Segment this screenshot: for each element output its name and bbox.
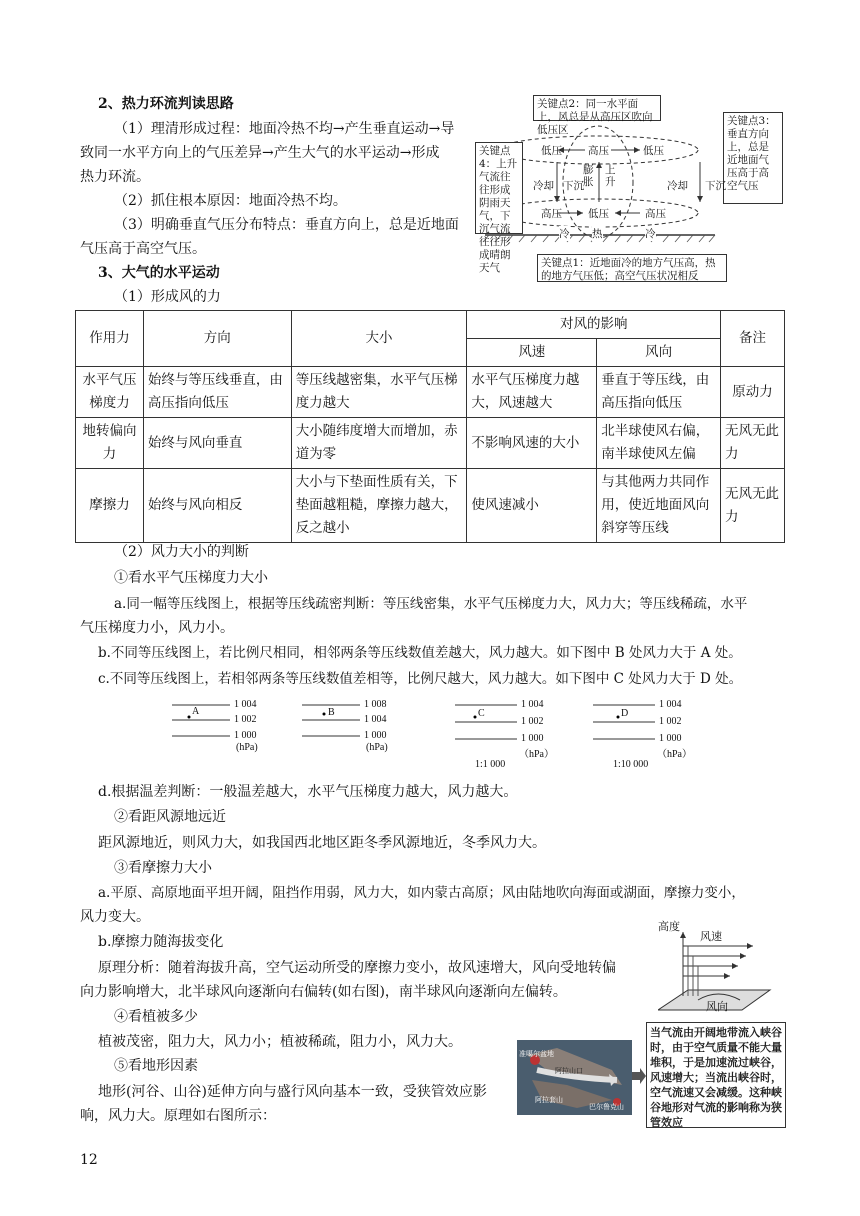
right-sinking-label: 下沉 bbox=[705, 180, 726, 192]
isobar-value: 1 000 bbox=[659, 733, 682, 744]
valley-label-range: 阿拉套山 bbox=[535, 1096, 563, 1104]
left-sinking-label: 下沉 bbox=[563, 180, 584, 192]
cell-wind-direction: 垂直于等压线，由高压指向低压 bbox=[597, 367, 721, 418]
cell-note: 原动力 bbox=[721, 367, 785, 418]
judgement-method4-text: 植被茂密，阻力大，风力小；植被稀疏，阻力小，风力大。 bbox=[98, 1034, 462, 1050]
judgement-m3b: b.摩擦力随海拔变化 bbox=[98, 934, 224, 950]
isobar-figure-d bbox=[593, 695, 713, 775]
valley-arrow bbox=[632, 1068, 646, 1084]
isobar-value: 1 004 bbox=[659, 699, 682, 710]
isobar-value: 1 008 bbox=[364, 699, 387, 710]
altitude-wind-figure bbox=[658, 918, 773, 1018]
cell-wind-direction: 与其他两力共同作用，使近地面风向斜穿等压线 bbox=[597, 469, 721, 543]
speed-label: 风速 bbox=[700, 930, 722, 943]
judgement-method5: ⑤看地形因素 bbox=[114, 1058, 198, 1074]
cell-speed: 不影响风速的大小 bbox=[467, 418, 597, 469]
cell-speed: 水平气压梯度力越大，风速越大 bbox=[467, 367, 597, 418]
judgement-method2: ②看距风源地远近 bbox=[114, 809, 226, 825]
page-number: 12 bbox=[80, 1152, 98, 1168]
scale-label: 1:1 000 bbox=[475, 759, 506, 770]
table-row bbox=[76, 418, 785, 469]
isobar-value: 1 004 bbox=[521, 699, 544, 710]
direction-label: 风向 bbox=[706, 1000, 728, 1013]
isobar-figure-b bbox=[302, 695, 402, 755]
height-label: 高度 bbox=[658, 920, 680, 933]
isobar-value: 1 000 bbox=[234, 730, 257, 741]
isobar-unit: (hPa) bbox=[236, 742, 258, 753]
point-label: A bbox=[192, 706, 200, 717]
isobar-lines bbox=[172, 695, 232, 745]
judgement-b: b.不同等压线图上，若比例尺相同，相邻两条等压线数值差越大，风力越大。如下图中 B 处风力大于 A 处。 bbox=[98, 645, 742, 661]
cell-force: 水平气压梯度力 bbox=[76, 367, 144, 418]
section3-heading: 3、大气的水平运动 bbox=[98, 265, 220, 281]
isobar-unit: （hPa） bbox=[657, 749, 692, 760]
key-point-3: 关键点3：垂直方向上，总是近地面气压高于高空气压 bbox=[723, 112, 783, 204]
upper-right-pressure: 低压 bbox=[643, 145, 664, 157]
cell-direction: 始终与等压线垂直，由高压指向低压 bbox=[143, 367, 291, 418]
mid-expand-label: 膨胀 bbox=[583, 164, 594, 188]
cell-magnitude: 等压线越密集，水平气压梯度力越大 bbox=[291, 367, 467, 418]
mid-rise-label: 上升 bbox=[605, 164, 616, 188]
ground-cold-right: 冷 bbox=[645, 228, 656, 240]
judgement-m3a-line1: a.平原、高原地面平坦开阔，阻挡作用弱，风力大，如内蒙古高原；风由陆地吹向海面或湖面，摩擦力变小， bbox=[98, 885, 745, 901]
ground-hot: 热 bbox=[592, 228, 603, 240]
table-row bbox=[76, 367, 785, 418]
judgement-m5-line1: 地形(河谷、山谷)延伸方向与盛行风向基本一致，受狭管效应影 bbox=[98, 1084, 487, 1100]
judgement-m3a-line2: 风力变大。 bbox=[80, 909, 150, 925]
isobar-unit: (hPa) bbox=[366, 742, 388, 753]
cell-magnitude: 大小随纬度增大而增加，赤道为零 bbox=[291, 418, 467, 469]
key-point-4: 关键点4：上升气流往往形成阴雨天气，下沉气流往往形成晴朗天气 bbox=[475, 142, 523, 234]
point-label: D bbox=[621, 708, 629, 719]
force-table bbox=[75, 310, 785, 543]
judgement-m3b-line2: 向力影响增大，北半球风向逐渐向右偏转(如右图)，南半球风向逐渐向左偏转。 bbox=[80, 984, 567, 1000]
section2-p1-line3: 热力环流。 bbox=[80, 169, 150, 185]
key-point-1: 关键点1：近地面冷的地方气压高，热的地方气压低；高空气压状况相反 bbox=[537, 254, 727, 282]
valley-label-west: 准噶尔盆地 bbox=[519, 1050, 554, 1058]
section2-p1-line2: 致同一水平方向上的气压差异→产生大气的水平运动→形成 bbox=[80, 145, 440, 161]
judgement-m5-line2: 响，风力大。原理如右图所示： bbox=[80, 1108, 276, 1124]
judgement-method1: ①看水平气压梯度力大小 bbox=[114, 570, 268, 586]
point-label: B bbox=[328, 707, 335, 718]
judgement-method2-text: 距风源地近，则风力大，如我国西北地区距冬季风源地近，冬季风力大。 bbox=[98, 835, 546, 851]
lower-right-pressure: 高压 bbox=[645, 208, 666, 220]
isobar-figure-a bbox=[172, 695, 272, 755]
cell-direction: 始终与风向垂直 bbox=[143, 418, 291, 469]
isobar-value: 1 004 bbox=[234, 699, 257, 710]
isobar-lines bbox=[455, 695, 520, 745]
lower-left-pressure: 高压 bbox=[541, 208, 562, 220]
ground-cold-left: 冷 bbox=[559, 228, 570, 240]
key-point-2: 关键点2：同一水平面上，风总是从高压区吹向低压区 bbox=[533, 95, 661, 121]
lower-mid-pressure: 低压 bbox=[588, 208, 609, 220]
left-cooling-label: 冷却 bbox=[533, 180, 554, 192]
valley-explanation: 当气流由开阔地带流入峡谷时，由于空气质量不能大量堆积，于是加速流过峡谷，风速增大；当流出峡谷时，空气流速又会减缓。这种峡谷地形对气流的影响称为狭管效应 bbox=[646, 1022, 786, 1128]
valley-map-image bbox=[517, 1040, 632, 1115]
judgement-m3b-line1: 原理分析：随着海拔升高，空气运动所受的摩擦力变小，故风速增大，风向受地转偏 bbox=[98, 960, 616, 976]
scale-label: 1:10 000 bbox=[613, 759, 649, 770]
header-note: 备注 bbox=[721, 311, 785, 367]
section2-p3-line2: 气压高于高空气压。 bbox=[80, 241, 206, 257]
point-label: C bbox=[478, 708, 485, 719]
header-effect: 对风的影响 bbox=[467, 311, 721, 339]
header-magnitude: 大小 bbox=[291, 311, 467, 367]
judgement-c: c.不同等压线图上，若相邻两条等压线数值差相等，比例尺越大，风力越大。如下图中 C 处风力大于 D 处。 bbox=[98, 671, 743, 687]
isobar-value: 1 000 bbox=[364, 730, 387, 741]
upper-mid-pressure: 高压 bbox=[588, 145, 609, 157]
header-direction: 方向 bbox=[143, 311, 291, 367]
header-force: 作用力 bbox=[76, 311, 144, 367]
judgement-d: d.根据温差判断：一般温差越大，水平气压梯度力越大，风力越大。 bbox=[98, 784, 518, 800]
header-speed: 风速 bbox=[467, 339, 597, 367]
isobar-value: 1 004 bbox=[364, 714, 387, 725]
judgement-method4: ④看植被多少 bbox=[114, 1009, 198, 1025]
upper-left-pressure: 低压 bbox=[541, 145, 562, 157]
cell-force: 地转偏向力 bbox=[76, 418, 144, 469]
isobar-lines bbox=[302, 695, 362, 745]
cell-force: 摩擦力 bbox=[76, 469, 144, 543]
judgement-sub2: （2）风力大小的判断 bbox=[114, 544, 249, 560]
cell-direction: 始终与风向相反 bbox=[143, 469, 291, 543]
isobar-value: 1 002 bbox=[234, 714, 257, 725]
right-cooling-label: 冷却 bbox=[667, 180, 688, 192]
isobar-value: 1 002 bbox=[521, 716, 544, 727]
judgement-a-line2: 气压梯度力小，风力小。 bbox=[80, 620, 234, 636]
isobar-unit: （hPa） bbox=[519, 749, 554, 760]
section3-sub1: （1）形成风的力 bbox=[114, 289, 221, 305]
section2-p1-line1: （1）理清形成过程：地面冷热不均→产生垂直运动→导 bbox=[114, 121, 455, 137]
table-row bbox=[76, 469, 785, 543]
section2-p2: （2）抓住根本原因：地面冷热不均。 bbox=[114, 193, 347, 209]
isobar-value: 1 002 bbox=[659, 716, 682, 727]
isobar-value: 1 000 bbox=[521, 733, 544, 744]
isobar-figure-c bbox=[455, 695, 575, 775]
cell-speed: 使风速减小 bbox=[467, 469, 597, 543]
cell-note: 无风无此力 bbox=[721, 418, 785, 469]
valley-label-east: 巴尔鲁克山 bbox=[589, 1103, 624, 1111]
cell-note: 无风无此力 bbox=[721, 469, 785, 543]
cell-wind-direction: 北半球使风右偏，南半球使风左偏 bbox=[597, 418, 721, 469]
valley-label-pass: 阿拉山口 bbox=[555, 1067, 583, 1075]
header-wind-direction: 风向 bbox=[597, 339, 721, 367]
cell-magnitude: 大小与下垫面性质有关，下垫面越粗糙，摩擦力越大，反之越小 bbox=[291, 469, 467, 543]
section2-p3-line1: （3）明确垂直气压分布特点：垂直方向上，总是近地面 bbox=[114, 217, 459, 233]
judgement-method3: ③看摩擦力大小 bbox=[114, 860, 212, 876]
section2-heading: 2、热力环流判读思路 bbox=[98, 96, 234, 112]
judgement-a-line1: a.同一幅等压线图上，根据等压线疏密判断：等压线密集，水平气压梯度力大，风力大；等压线稀疏，水平 bbox=[114, 596, 748, 612]
isobar-lines bbox=[593, 695, 658, 745]
thermal-circulation-figure bbox=[475, 90, 776, 290]
